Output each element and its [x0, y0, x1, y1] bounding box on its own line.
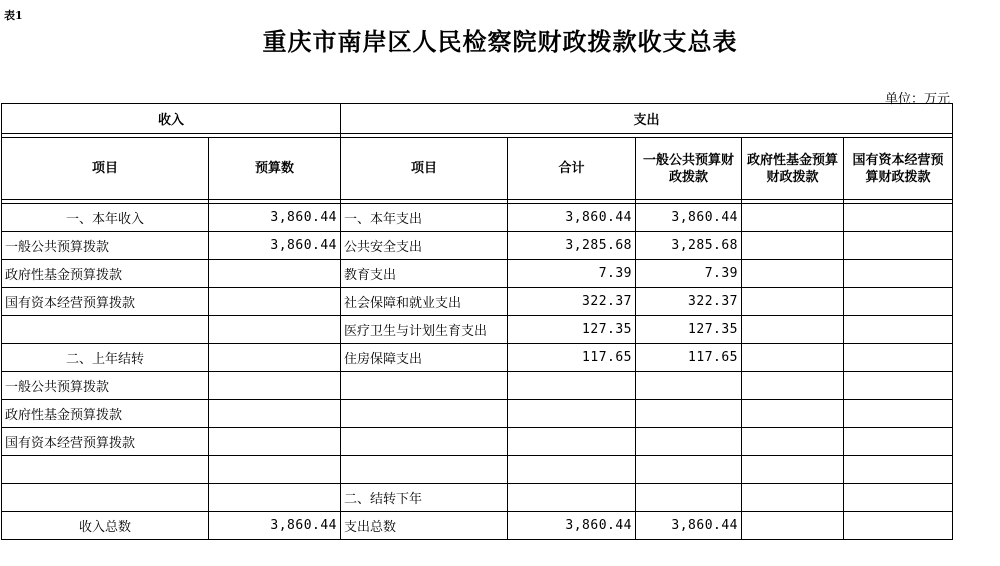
state-capital-cell — [844, 428, 953, 456]
section-header-row — [2, 104, 953, 134]
state-capital-cell — [844, 316, 953, 344]
fund-budget-cell — [742, 316, 844, 344]
fund-budget-cell — [742, 456, 844, 484]
expense-item-cell: 支出总数 — [341, 512, 508, 540]
expense-item-cell: 医疗卫生与计划生育支出 — [341, 316, 508, 344]
fiscal-summary-table — [1, 103, 953, 540]
income-item-cell: 一、本年收入 — [2, 204, 209, 232]
general-budget-cell: 322.37 — [636, 288, 742, 316]
income-budget-header: 预算数 — [209, 138, 341, 200]
fund-budget-cell — [742, 428, 844, 456]
expense-total-cell: 7.39 — [508, 260, 636, 288]
table-row — [2, 260, 953, 288]
expense-total-cell: 127.35 — [508, 316, 636, 344]
general-budget-cell — [636, 484, 742, 512]
expense-total-header: 合计 — [508, 138, 636, 200]
general-budget-cell: 117.65 — [636, 344, 742, 372]
state-capital-cell — [844, 372, 953, 400]
state-capital-cell — [844, 512, 953, 540]
income-budget-cell — [209, 456, 341, 484]
income-item-cell: 一般公共预算拨款 — [2, 232, 209, 260]
expense-item-cell — [341, 400, 508, 428]
expense-total-cell — [508, 400, 636, 428]
general-budget-cell — [636, 428, 742, 456]
expense-total-cell: 3,860.44 — [508, 512, 636, 540]
expense-total-cell: 3,285.68 — [508, 232, 636, 260]
expense-total-cell — [508, 428, 636, 456]
table-row — [2, 372, 953, 400]
page-title: 重庆市南岸区人民检察院财政拨款收支总表 — [262, 27, 738, 56]
income-item-header: 项目 — [2, 138, 209, 200]
table-row — [2, 204, 953, 232]
income-budget-cell — [209, 260, 341, 288]
expense-total-cell: 3,860.44 — [508, 204, 636, 232]
income-budget-cell — [209, 428, 341, 456]
table-row — [2, 456, 953, 484]
state-capital-cell — [844, 456, 953, 484]
general-budget-cell: 3,860.44 — [636, 204, 742, 232]
table-row — [2, 512, 953, 540]
expense-item-cell: 二、结转下年 — [341, 484, 508, 512]
fund-budget-cell — [742, 400, 844, 428]
income-item-cell: 一般公共预算拨款 — [2, 372, 209, 400]
state-capital-cell — [844, 344, 953, 372]
income-item-cell — [2, 484, 209, 512]
expense-item-cell: 一、本年支出 — [341, 204, 508, 232]
expense-item-cell — [341, 428, 508, 456]
expense-item-cell: 教育支出 — [341, 260, 508, 288]
fund-budget-header: 政府性基金预算财政拨款 — [742, 138, 844, 200]
state-capital-cell — [844, 288, 953, 316]
general-budget-header: 一般公共预算财政拨款 — [636, 138, 742, 200]
general-budget-cell — [636, 372, 742, 400]
income-budget-cell: 3,860.44 — [209, 232, 341, 260]
income-budget-cell: 3,860.44 — [209, 204, 341, 232]
income-item-cell: 国有资本经营预算拨款 — [2, 288, 209, 316]
general-budget-cell — [636, 456, 742, 484]
table-row — [2, 484, 953, 512]
general-budget-cell: 127.35 — [636, 316, 742, 344]
expense-total-cell — [508, 456, 636, 484]
column-header-row — [2, 138, 953, 200]
expense-item-cell — [341, 456, 508, 484]
expense-item-header: 项目 — [341, 138, 508, 200]
income-item-cell: 政府性基金预算拨款 — [2, 400, 209, 428]
state-capital-cell — [844, 400, 953, 428]
expense-total-cell — [508, 372, 636, 400]
table-row — [2, 316, 953, 344]
fund-budget-cell — [742, 204, 844, 232]
income-budget-cell — [209, 484, 341, 512]
expense-item-cell: 住房保障支出 — [341, 344, 508, 372]
table-row — [2, 288, 953, 316]
expense-item-cell: 公共安全支出 — [341, 232, 508, 260]
table-row — [2, 428, 953, 456]
state-capital-cell — [844, 260, 953, 288]
income-budget-cell: 3,860.44 — [209, 512, 341, 540]
income-section-header: 收入 — [2, 104, 341, 134]
table-number: 表1 — [4, 9, 23, 22]
income-budget-cell — [209, 400, 341, 428]
income-item-cell: 收入总数 — [2, 512, 209, 540]
income-budget-cell — [209, 372, 341, 400]
general-budget-cell: 3,285.68 — [636, 232, 742, 260]
income-budget-cell — [209, 344, 341, 372]
fund-budget-cell — [742, 372, 844, 400]
table-row — [2, 344, 953, 372]
state-capital-cell — [844, 204, 953, 232]
income-item-cell — [2, 456, 209, 484]
state-capital-header: 国有资本经营预算财政拨款 — [844, 138, 953, 200]
income-item-cell: 国有资本经营预算拨款 — [2, 428, 209, 456]
table-row — [2, 232, 953, 260]
fund-budget-cell — [742, 288, 844, 316]
unit-label: 单位：万元 — [884, 92, 950, 107]
general-budget-cell: 3,860.44 — [636, 512, 742, 540]
expense-total-cell — [508, 484, 636, 512]
state-capital-cell — [844, 484, 953, 512]
expense-item-cell — [341, 372, 508, 400]
state-capital-cell — [844, 232, 953, 260]
income-item-cell: 二、上年结转 — [2, 344, 209, 372]
general-budget-cell — [636, 400, 742, 428]
expense-total-cell: 322.37 — [508, 288, 636, 316]
income-budget-cell — [209, 288, 341, 316]
general-budget-cell: 7.39 — [636, 260, 742, 288]
fund-budget-cell — [742, 260, 844, 288]
fund-budget-cell — [742, 344, 844, 372]
income-item-cell: 政府性基金预算拨款 — [2, 260, 209, 288]
fund-budget-cell — [742, 232, 844, 260]
fund-budget-cell — [742, 484, 844, 512]
table-row — [2, 400, 953, 428]
expense-item-cell: 社会保障和就业支出 — [341, 288, 508, 316]
expense-total-cell: 117.65 — [508, 344, 636, 372]
expense-section-header: 支出 — [341, 104, 953, 134]
income-budget-cell — [209, 316, 341, 344]
fund-budget-cell — [742, 512, 844, 540]
income-item-cell — [2, 316, 209, 344]
